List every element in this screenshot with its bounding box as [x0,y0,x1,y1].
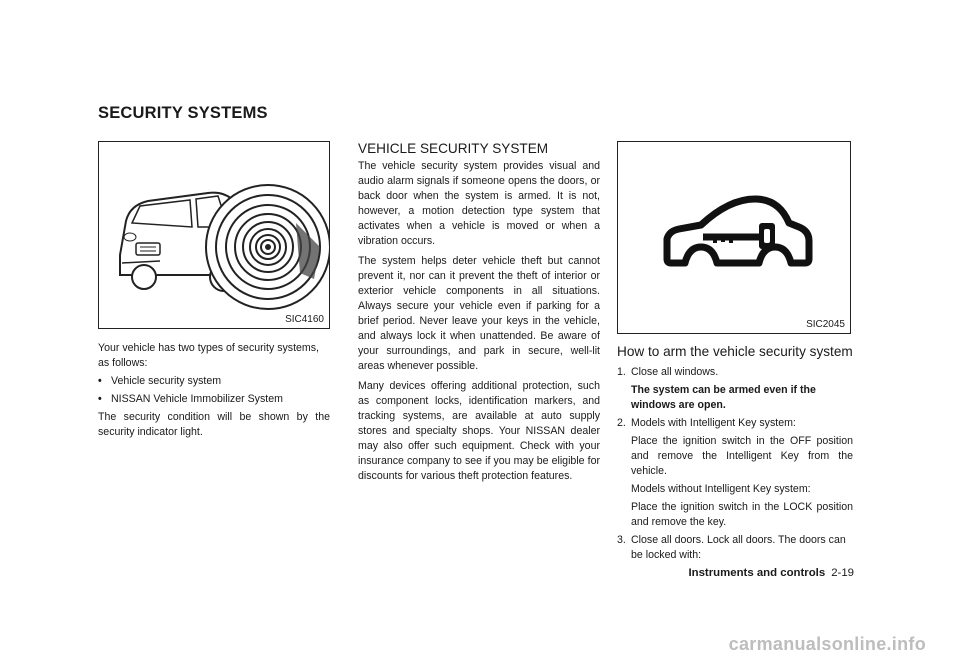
step-detail: Place the ignition switch in the LOCK position and remove the key. [631,501,853,528]
step-detail: Place the ignition switch in the OFF position and remove the Intelligent Key from the vehicle. [631,435,853,477]
bullet-text: NISSAN Vehicle Immobilizer System [111,393,283,405]
car-key-icon [619,143,851,318]
figure-security-car [98,141,330,329]
column-3 [617,344,853,563]
figure-label: SIC2045 [806,319,845,330]
list-item [617,533,853,563]
bullet-mark: • [98,393,102,405]
subsection-heading: How to arm the vehicle security system [617,344,853,359]
note-bold: The system can be armed even if the windows are open. [631,384,816,411]
step-text: Models with Intelligent Key system: [631,417,796,429]
watermark: carmanualsonline.info [728,634,926,654]
step-number: 1. [617,366,626,378]
step-detail: Models without Intelligent Key system: [631,483,811,495]
bullet-text: Vehicle security system [111,375,222,387]
paragraph: The system helps deter vehicle theft but cannot prevent it, nor can it prevent the theft of interior or exterior vehicle components in all situations. Always secure your vehicle even if parking for a brief period. Never leave your keys in the vehicle, and always lock it when unattended. Be aware of your surroundings, and park in secure, well-lit areas whenever possible. [358,255,600,372]
page-footer [688,567,854,579]
page-number: 2-19 [831,567,854,579]
car-security-illustration [100,143,330,313]
list-item [617,365,853,380]
intro-paragraph: Your vehicle has two types of security systems, as follows: [98,342,319,369]
step-number: 2. [617,417,626,429]
section-heading: VEHICLE SECURITY SYSTEM [358,141,549,156]
step-number: 3. [617,534,626,546]
column-1 [98,341,330,440]
figure-security-indicator [617,141,851,334]
step-text: Close all windows. [631,366,719,378]
list-item [98,392,330,407]
paragraph: The vehicle security system provides visual and audio alarm signals if someone opens the doors, or back door when the system is armed. It is not, however, a motion detection type system that activates when a vehicle is moved or when a vibration occurs. [358,160,600,247]
list-item [98,374,330,389]
list-item [617,416,853,431]
step-text: Close all doors. Lock all doors. The doors can be locked with: [631,534,846,561]
column-2 [358,141,600,484]
figure-label: SIC4160 [285,314,324,325]
section-title: SECURITY SYSTEMS [98,104,268,122]
closing-paragraph: The security condition will be shown by the security indicator light. [98,411,330,438]
bullet-mark: • [98,375,102,387]
footer-title: Instruments and controls [688,567,826,579]
paragraph: Many devices offering additional protection, such as component locks, identification markers, and tracking systems, are available at auto supply stores and specialty shops. Your NISSAN dealer may also offer such equipment. Check with your insurance company to see if you may be eligible for discounts for various theft protection features. [358,380,600,482]
